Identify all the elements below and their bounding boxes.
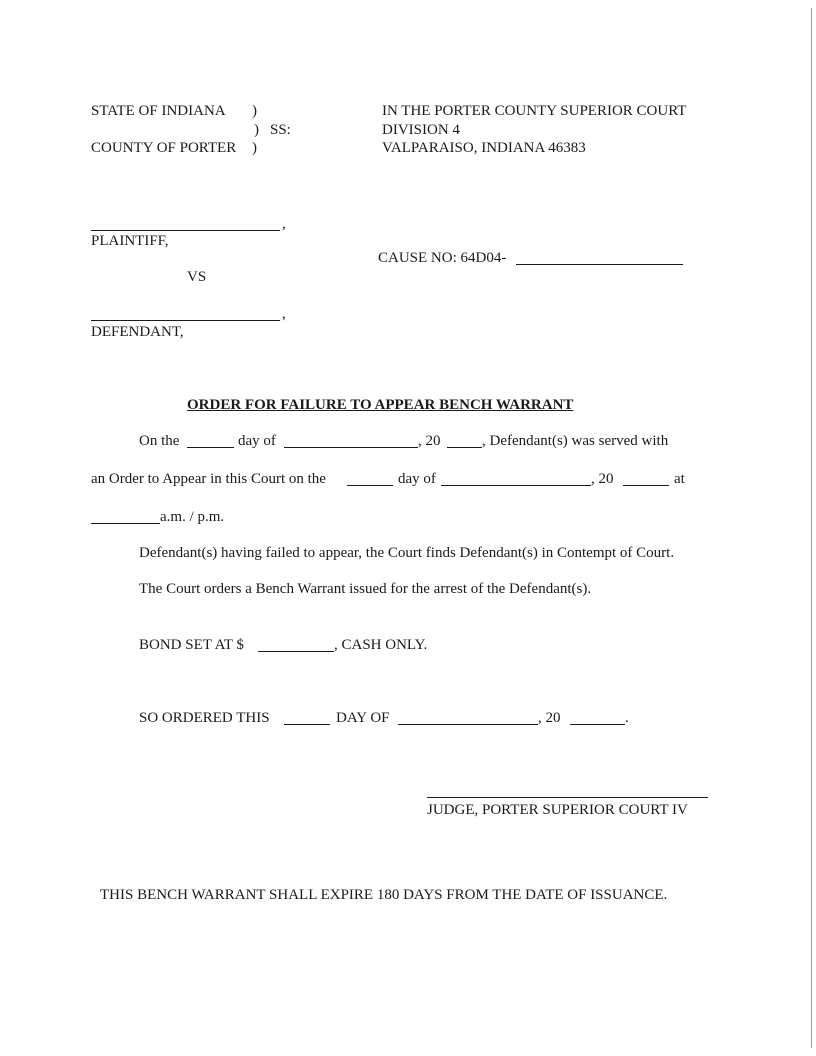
bond-amount-blank[interactable] bbox=[258, 651, 334, 652]
caption-paren-2: ) bbox=[254, 122, 259, 138]
bond-label: BOND SET AT $ bbox=[139, 637, 244, 653]
p2-order-to-appear: an Order to Appear in this Court on the bbox=[91, 471, 326, 487]
defendant-name-line[interactable] bbox=[91, 320, 280, 321]
defendant-label: DEFENDANT, bbox=[91, 324, 184, 340]
p2-month-blank[interactable] bbox=[441, 485, 591, 486]
plaintiff-name-line[interactable] bbox=[91, 230, 280, 231]
p2-day-blank[interactable] bbox=[347, 485, 393, 486]
expiry-notice: THIS BENCH WARRANT SHALL EXPIRE 180 DAYS FROM THE DATE OF ISSUANCE. bbox=[100, 887, 668, 903]
p1-year-blank[interactable] bbox=[447, 447, 482, 448]
so-ordered-year-prefix: , 20 bbox=[538, 710, 561, 726]
so-ordered-month-blank[interactable] bbox=[398, 724, 538, 725]
so-ordered-period: . bbox=[625, 710, 629, 726]
so-ordered-day-of: DAY OF bbox=[336, 710, 390, 726]
versus-label: VS bbox=[187, 269, 207, 285]
page-edge bbox=[811, 8, 812, 1048]
p1-served: , Defendant(s) was served with bbox=[482, 433, 669, 449]
plaintiff-label: PLAINTIFF, bbox=[91, 233, 169, 249]
so-ordered-label: SO ORDERED THIS bbox=[139, 710, 270, 726]
p1-month-blank[interactable] bbox=[284, 447, 418, 448]
document-title: ORDER FOR FAILURE TO APPEAR BENCH WARRANT bbox=[187, 397, 574, 413]
p1-day-of: day of bbox=[238, 433, 276, 449]
caption-paren-3: ) bbox=[252, 140, 257, 156]
defendant-comma: , bbox=[282, 306, 286, 322]
court-division: DIVISION 4 bbox=[382, 122, 460, 138]
p2-day-of: day of bbox=[398, 471, 436, 487]
court-name: IN THE PORTER COUNTY SUPERIOR COURT bbox=[382, 103, 687, 119]
court-location: VALPARAISO, INDIANA 46383 bbox=[382, 140, 586, 156]
so-ordered-year-blank[interactable] bbox=[570, 724, 625, 725]
warrant-order: The Court orders a Bench Warrant issued for the arrest of the Defendant(s). bbox=[139, 581, 592, 597]
p3-time-blank[interactable] bbox=[91, 523, 160, 524]
judge-signature-line[interactable] bbox=[427, 797, 708, 798]
state-label: STATE OF INDIANA bbox=[91, 103, 226, 119]
p3-am-pm: a.m. / p.m. bbox=[160, 509, 225, 525]
p2-at: at bbox=[674, 471, 685, 487]
contempt-finding: Defendant(s) having failed to appear, the Court finds Defendant(s) in Contempt of Court. bbox=[139, 545, 675, 561]
p2-year-blank[interactable] bbox=[623, 485, 669, 486]
plaintiff-comma: , bbox=[282, 216, 286, 232]
county-label: COUNTY OF PORTER bbox=[91, 140, 237, 156]
p1-on-the: On the bbox=[139, 433, 180, 449]
bond-cash-only: , CASH ONLY. bbox=[334, 637, 428, 653]
p2-year-prefix: , 20 bbox=[591, 471, 614, 487]
p1-day-blank[interactable] bbox=[187, 447, 234, 448]
ss-label: SS: bbox=[270, 122, 291, 138]
so-ordered-day-blank[interactable] bbox=[284, 724, 330, 725]
judge-label: JUDGE, PORTER SUPERIOR COURT IV bbox=[427, 802, 688, 818]
cause-number-line[interactable] bbox=[516, 264, 683, 265]
cause-number-label: CAUSE NO: 64D04- bbox=[378, 250, 507, 266]
caption-paren-1: ) bbox=[252, 103, 257, 119]
p1-year-prefix: , 20 bbox=[418, 433, 441, 449]
